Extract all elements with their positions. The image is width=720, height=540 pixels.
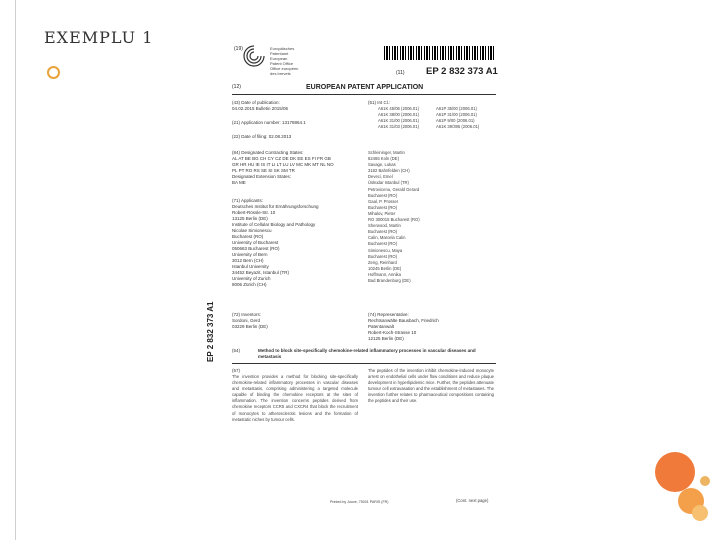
side-publication-number: EP 2 832 373 A1 [206, 301, 215, 362]
footer-printer: Printed by Jouve, 75001 PARIS (FR) [330, 500, 389, 504]
footer-continued: (Cont. next page) [456, 498, 489, 503]
decor-circle-small [692, 505, 708, 521]
slide-title: EXEMPLU 1 [44, 28, 154, 47]
decor-circle-tiny [700, 476, 710, 486]
header-rule [232, 94, 496, 95]
representative: (74) Representative: Rechtsanwälte Bausbach, Friedrich Patentanwalt Robert-Koch-Strasse 10 12125 Berlin (DE) [368, 312, 439, 341]
designated-states: (84) Designated Contracting States: AL AT BE BG CH CY CZ DE DK EE ES FI FR GB GR HR HU IE IS IT LI LT LU LV MC MK MT NL NO PL PT RO RS SE SI SK SM TR Designated Extension States: BA ME [232, 150, 334, 185]
epo-logo-icon [242, 44, 266, 68]
filing-date: (22) Date of filing: 02.08.2013 [232, 134, 292, 139]
invention-title: Method to block site-specifically chemokine-related inflammatory processes in vascular diseases and metastasis [258, 348, 476, 359]
application-number: (21) Application number: 13178864.1 [232, 120, 306, 125]
int-cl-right: A61P 35/00 (2006.01) A61P 31/00 (2006.01) A61P 9/00 (2006.01) A61K 39/395 (2006.01) [436, 106, 480, 130]
inventors-right: Schleininger, Martin 82465 Koln (DE) Savage, Lukas 3182 Bahnfelden (CH) Deveci, Emel Üsküdar Istanbul (TR) Petrovicenu, Gerald Gerard Bucharest (RO) Gaal, P. Prosser Bucharest (RO) Mihalov, Pieter RO 300015 Bucharest (RO) Sherwood, Martin Bucharest (RO) Calin, Marcela Calin Bucharest (RO) Simionescu, Maya Bucharest (RO) Zeng, Reinhard 10245 Berlin (DE) Hoffmann, Annika Bad Brandenburg (DE) [368, 150, 420, 283]
abstract-left: The invention provides a method for blocking site-specifically chemokine-related inflammatory processes in vascular diseases and metastasis, comprising administering a targeted molecule capable of binding the chemokine receptors at the sites of inflammation. The invention concerns peptides derived from chemokine receptors CCR5 and CXCR4 that block the recruitment of monocytes to atherosclerotic lesions and the formation of metastatic niches by tumour cells. [232, 374, 358, 422]
barcode [384, 46, 496, 60]
inventors-left: (72) Inventors: Sordoni, Gerd 03229 Berlin (DE) [232, 312, 268, 329]
abstract-right: The peptides of the invention inhibit chemokine-induced monocyte arrest on endothelial cells under flow conditions and reduce plaque development in hyperlipidemic mice. Further, the peptides attenuate tumour cell extravasation and the establishment of metastases. The invention further relates to pharmaceutical compositions containing the peptides and their use. [368, 368, 494, 404]
code-12: (12) [232, 84, 241, 90]
patent-document [206, 42, 498, 510]
abstract-code: (57) [232, 368, 241, 373]
bullet-icon [47, 66, 60, 79]
slide-left-rule [15, 0, 16, 540]
pub-date-block: (43) Date of publication: 04.02.2015 Bulletin 2015/06 [232, 100, 289, 111]
decor-circle-large [655, 452, 695, 492]
publication-number: EP 2 832 373 A1 [426, 66, 498, 77]
applicants: (71) Applicants: Deutsches Institut für Ernährungsforschung Robert-Rössle-Str. 10 13125 Berlin (DE) Institute of Cellular Biology and Pathology Nicolae Simionescu Bucharest (RO) University of Bucharest 050663 Bucharest (RO) University of Bern 3012 Bern (CH) Istanbul University 34452 Beyazit, Istanbul (TR) University of Zurich 8006 Zürich (CH) [232, 198, 319, 287]
title-rule [232, 363, 496, 364]
code-11: (11) [396, 70, 405, 76]
int-cl-left: A61K 45/06 (2006.01) A61K 38/00 (2006.01) A61K 31/00 (2006.01) A61K 31/03 (2006.01) [378, 106, 419, 130]
document-type: EUROPEAN PATENT APPLICATION [306, 84, 424, 91]
title-code: (54) [232, 348, 241, 353]
office-name: Europäisches Patentamt European Patent Office Office européen des brevets [270, 46, 299, 76]
code-19: (19) [234, 46, 243, 52]
int-cl-label: (51) Int Cl.: [368, 100, 391, 105]
